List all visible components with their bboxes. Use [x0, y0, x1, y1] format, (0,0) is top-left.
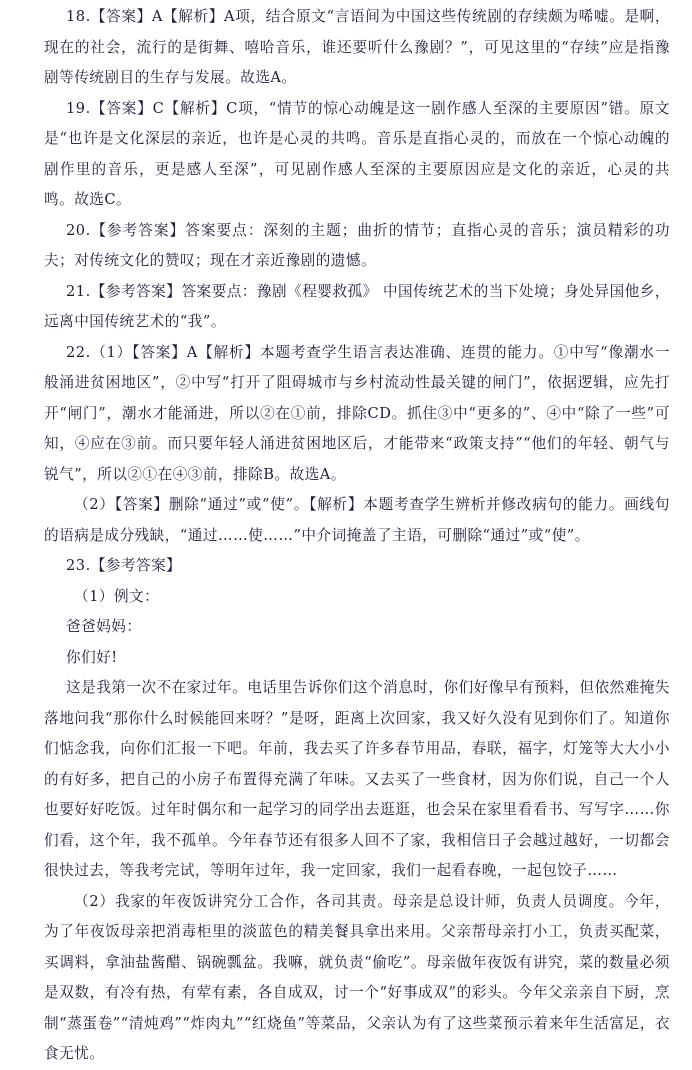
- answer-q23-example-label: （1）例文：: [74, 587, 160, 605]
- letter-greeting: 你们好!: [66, 648, 118, 666]
- answer-q18: 18.【答案】A【解析】A项，结合原文“言语间为中国这些传统剧的存续颇为唏嘘。是啊，现在的社会，流行的是街舞、嘻哈音乐，谁还要听什么豫剧？”，可见这里的“存续”应是指豫剧等传统剧目的生存与发展。故选A。: [44, 8, 670, 86]
- answer-q20: 20.【参考答案】答案要点：深刻的主题；曲折的情节；直指心灵的音乐；演员精彩的功夫；对传统文化的赞叹；现在才亲近豫剧的遗憾。: [44, 221, 670, 269]
- letter-salutation: 爸爸妈妈：: [66, 618, 142, 635]
- answer-q23-part2: （2）我家的年夜饭讲究分工合作，各司其责。母亲是总设计师，负责人员调度。今年，为了年夜饭母亲把消毒柜里的淡蓝色的精美餐具拿出来用。父亲帮母亲打小工，负责买配菜，买调料，拿油盐酱醋、锅碗瓢盆。我嘛，就负责“偷吃”。母亲做年夜饭有讲究，菜的数量必须是双数，有冷有热，有荤有素，各自成双，讨一个“好事成双”的彩头。今年父亲亲自下厨，烹制“蒸蛋卷”“清炖鸡”“炸肉丸”“红烧鱼”等菜品，父亲认为有了这些菜预示着来年生活富足，衣食无忧。: [44, 892, 670, 1062]
- answer-q22-part2: （2）【答案】删除“通过”或“使”。【解析】本题考查学生辨析并修改病句的能力。画线句的语病是成分残缺，“通过……使……”中介词掩盖了主语，可删除“通过”或“使”。: [44, 496, 670, 544]
- answer-q22-part1: 22.（1）【答案】A【解析】本题考查学生语言表达准确、连贯的能力。①中写“像潮水一般涌进贫困地区”，②中写“打开了阻碍城市与乡村流动性最关键的闸门”，依据逻辑，应先打开“闸门”，潮水才能涌进，所以②在①前，排除CD。抓住③中“更多的”、④中“除了一些”可知，④应在③前。而只要年轻人涌进贫困地区后，才能带来“政策支持”“他们的年轻、朝气与锐气”，所以②①在④③前，排除B。故选A。: [44, 343, 670, 483]
- answer-q19: 19.【答案】C【解析】C项，“情节的惊心动魄是这一剧作感人至深的主要原因”错。原文是“也许是文化深层的亲近，也许是心灵的共鸣。音乐是直指心灵的，而放在一个惊心动魄的剧作里的音乐，更是感人至深”，可见剧作感人至深的主要原因应是文化的亲近，心灵的共鸣。故选C。: [44, 99, 670, 208]
- letter-body: 这是我第一次不在家过年。电话里告诉你们这个消息时，你们好像早有预料，但依然难掩失落地问我“那你什么时候能回来呀？”是呀，距离上次回家，我又好久没有见到你们了。知道你们惦念我，向你们汇报一下吧。年前，我去买了许多春节用品，春联，福字，灯笼等大大小小的有好多，把自己的小房子布置得充满了年味。又去买了一些食材，因为你们说，自己一个人也要好好吃饭。过年时偶尔和一起学习的同学出去逛逛，也会呆在家里看看书、写写字……你们看，这个年，我不孤单。今年春节还有很多人回不了家，我相信日子会越过越好，一切都会很快过去，等我考完试，等明年过年，我一定回家，我们一起看春晚，一起包饺子……: [44, 679, 670, 879]
- answer-q23-heading: 23.【参考答案】: [66, 557, 182, 574]
- answer-q21: 21.【参考答案】答案要点：豫剧《程婴救孤》 中国传统艺术的当下处境；身处异国他乡，远离中国传统艺术的“我”。: [44, 282, 670, 330]
